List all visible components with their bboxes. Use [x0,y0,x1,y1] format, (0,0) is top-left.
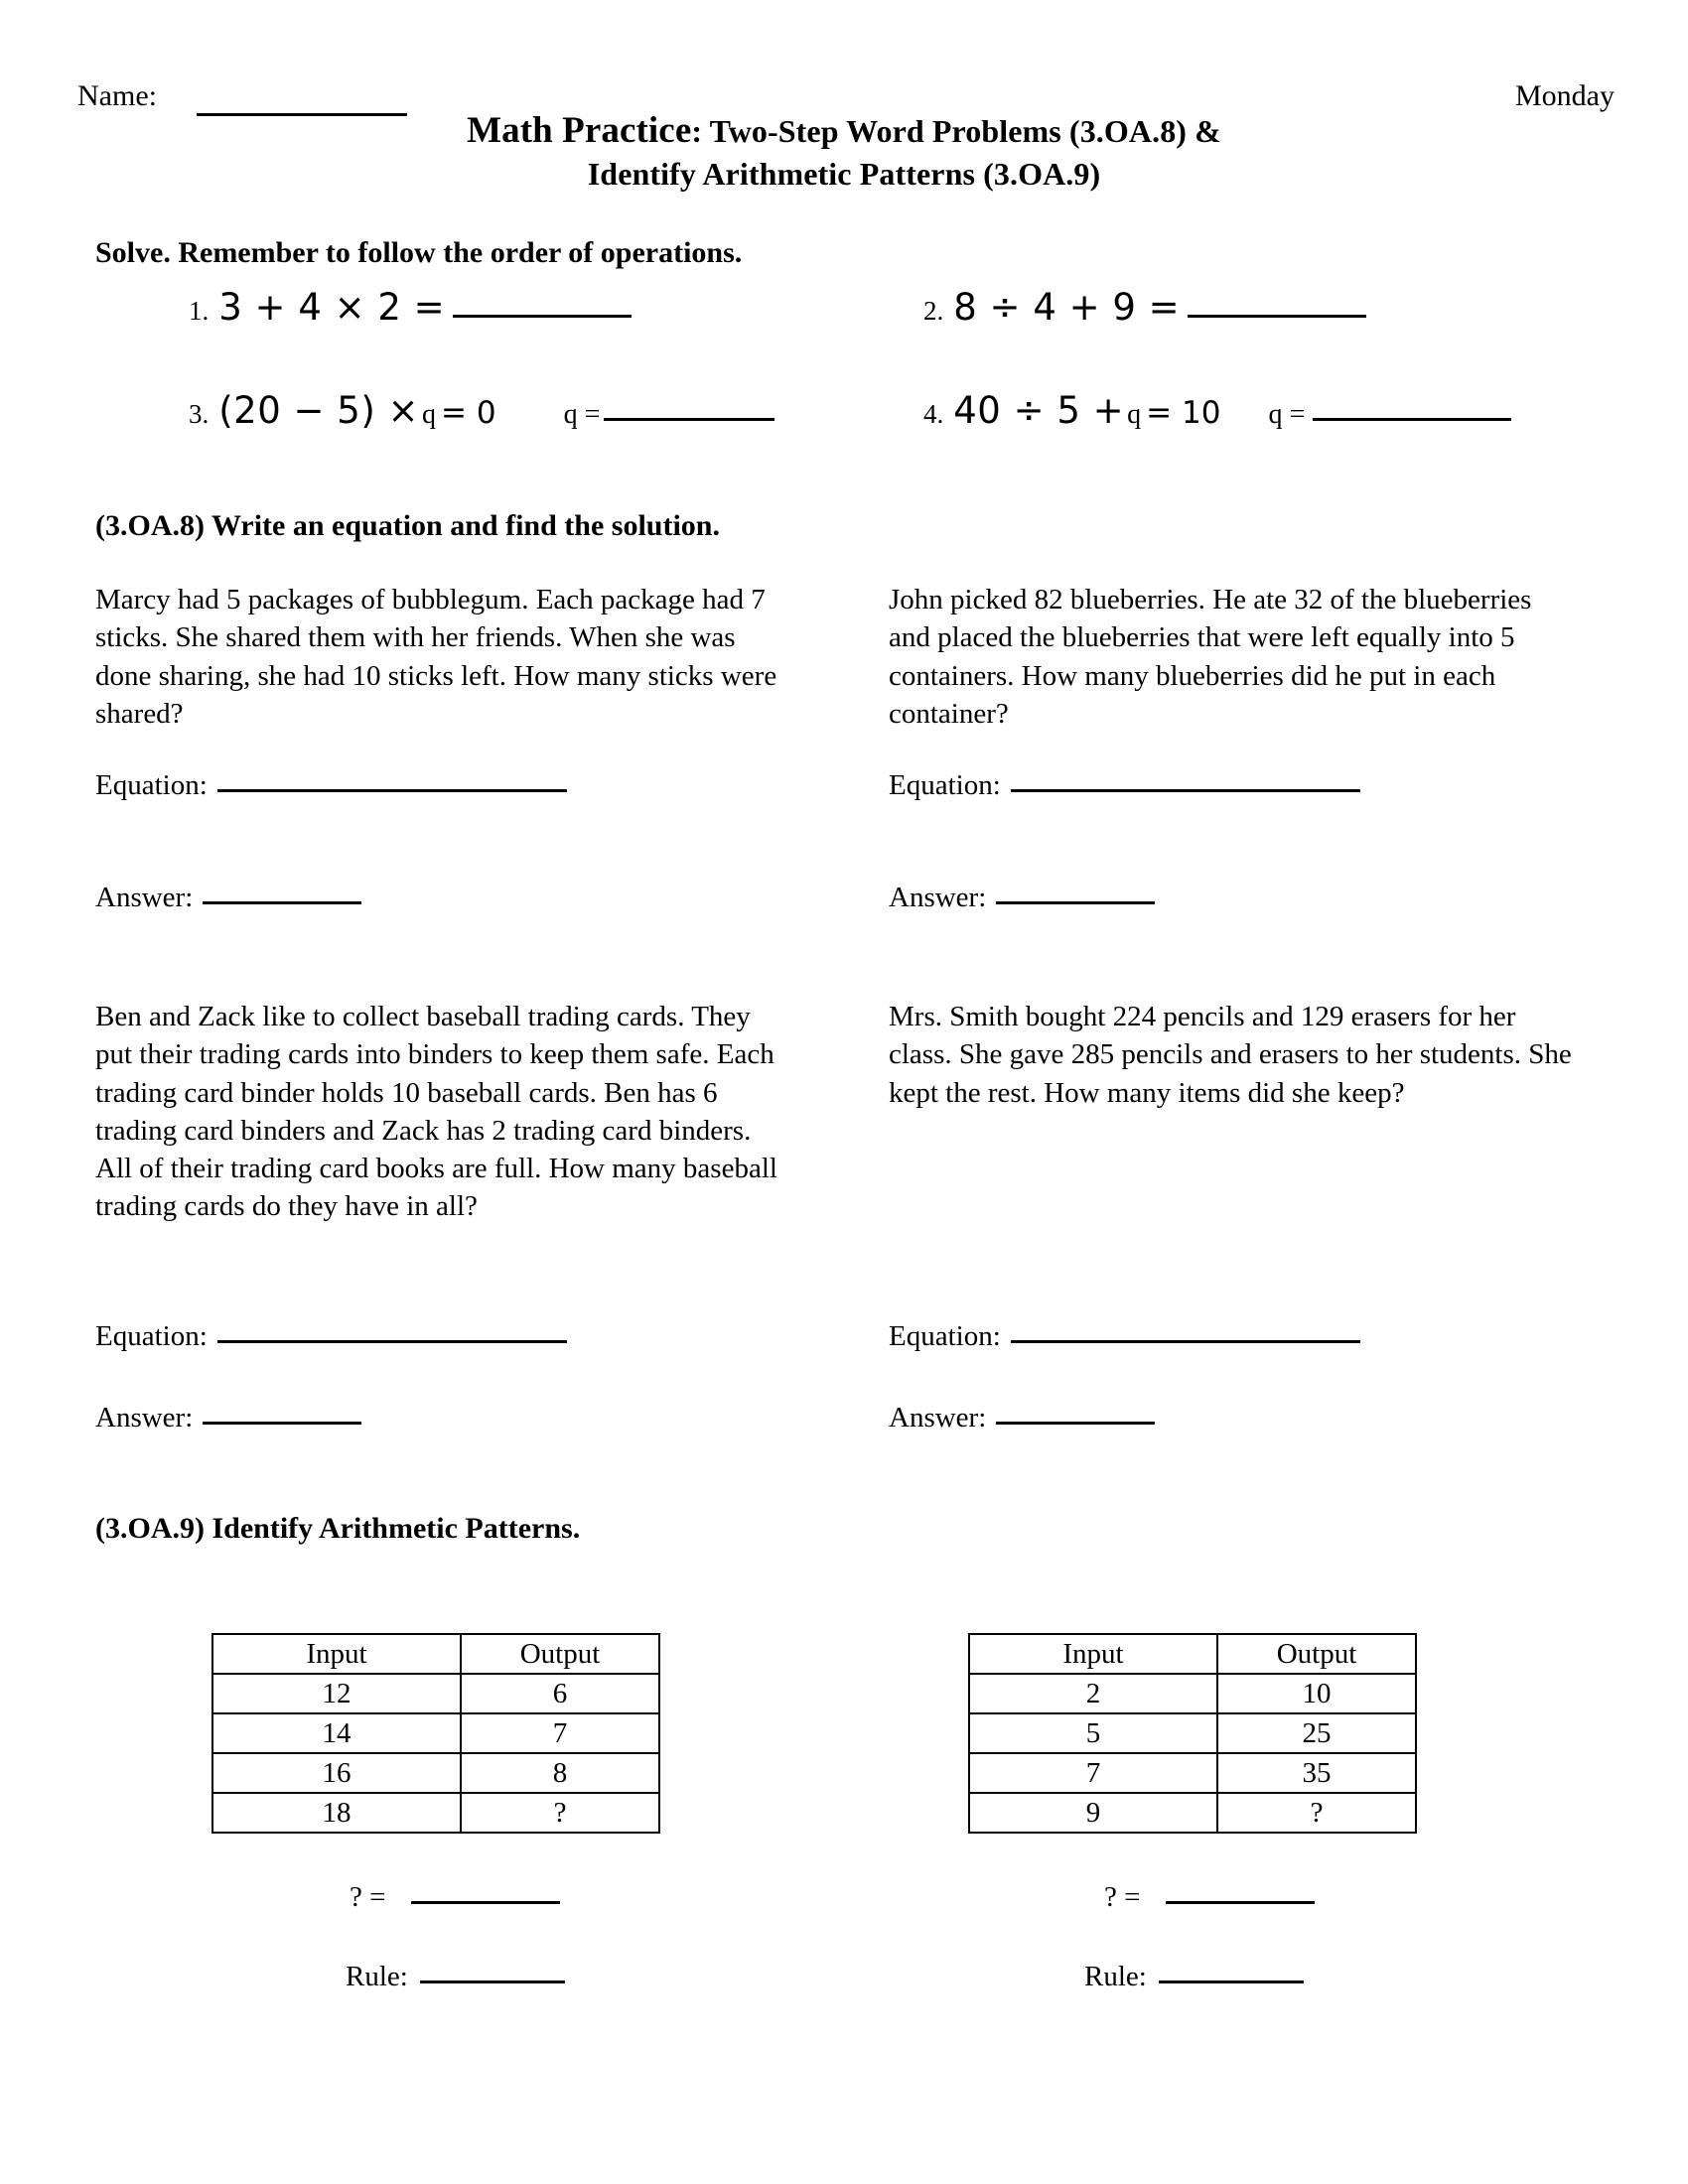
cell-output: 6 [461,1674,659,1713]
answer-label: Answer: [889,1402,987,1433]
variable-answer-label: q = [563,399,601,430]
cell-input: 14 [212,1713,461,1753]
column-header-input: Input [212,1634,461,1674]
table-row [212,1674,659,1713]
equation-label: Equation: [95,769,208,801]
cell-input: 7 [969,1753,1217,1793]
column-header-output: Output [1217,1634,1416,1674]
pattern-right-unknown-field [1104,1881,1315,1914]
cell-input: 12 [212,1674,461,1713]
worksheet-header [0,40,1688,112]
table-row [969,1793,1416,1833]
cell-input: 16 [212,1753,461,1793]
rule-label: Rule: [346,1961,408,1992]
practice-problem-3 [189,389,774,432]
word-problem-2-text: John picked 82 blueberries. He ate 32 of the blueberries and placed the blueberries that were left equally into 5 containers. How many blueberries did he put in each container? [889,584,1532,730]
table-header-row [212,1634,659,1674]
problem-expression-post: = 0 [441,395,496,431]
unknown-blank[interactable] [1166,1901,1315,1904]
equation-label: Equation: [95,1320,208,1352]
variable-answer-blank[interactable] [604,418,774,421]
cell-output: 10 [1217,1674,1416,1713]
oa8-section-heading: (3.OA.8) Write an equation and find the solution. [95,509,720,542]
answer-label: Answer: [95,882,194,913]
problem-answer-blank[interactable] [453,315,632,318]
variable-answer-blank[interactable] [1313,418,1511,421]
word-problem-3-answer-field [95,1402,361,1434]
title-line-1 [0,107,1688,154]
word-problem-1-answer-field [95,882,361,914]
unknown-blank[interactable] [411,1901,560,1904]
table-header-row [969,1634,1416,1674]
cell-input: 2 [969,1674,1217,1713]
weekday-label: Monday [1515,79,1615,112]
equation-label: Equation: [889,1320,1001,1352]
rule-blank[interactable] [420,1980,565,1983]
problem-variable: q [1127,399,1142,430]
pattern-left-rule-field [346,1961,565,1993]
cell-input: 5 [969,1713,1217,1753]
word-problem-2-answer-field [889,882,1155,914]
equation-label: Equation: [889,769,1001,801]
word-problem-1-equation-field [95,769,567,802]
problem-answer-blank[interactable] [1188,315,1366,318]
problem-expression: 3 + 4 × 2 = [218,286,446,329]
word-problem-2-equation-field [889,769,1360,802]
problem-variable: q [422,399,437,430]
page-title [0,107,1688,195]
problem-expression: 8 ÷ 4 + 9 = [953,286,1181,329]
problem-number: 1. [189,296,210,326]
cell-input: 9 [969,1793,1217,1833]
word-problem-4-text: Mrs. Smith bought 224 pencils and 129 erasers for her class. She gave 285 pencils and erasers to her students. She kept the rest. How many items did she keep? [889,1001,1572,1109]
solve-section-heading: Solve. Remember to follow the order of operations. [95,236,743,269]
cell-output-unknown: ? [1217,1793,1416,1833]
unknown-label: ? = [1104,1881,1141,1913]
cell-output: 7 [461,1713,659,1753]
pattern-right-rule-field [1084,1961,1304,1993]
equation-blank[interactable] [1011,789,1360,792]
pattern-left-unknown-field [350,1881,560,1914]
word-problem-3-equation-field [95,1320,567,1353]
rule-blank[interactable] [1159,1980,1304,1983]
pattern-table-left [211,1633,660,1834]
practice-problem-2 [923,286,1366,329]
table-row [969,1674,1416,1713]
cell-output: 8 [461,1753,659,1793]
name-label: Name: [77,79,157,112]
column-header-input: Input [969,1634,1217,1674]
problem-number: 4. [923,399,944,429]
title-standard-8: : Two-Step Word Problems (3.OA.8) & [691,113,1221,149]
cell-output: 35 [1217,1753,1416,1793]
equation-blank[interactable] [217,789,567,792]
table-row [212,1713,659,1753]
problem-expression-pre: 40 ÷ 5 + [953,389,1125,432]
answer-blank[interactable] [996,1422,1155,1425]
practice-problem-4 [923,389,1511,432]
title-subject: Math Practice [467,110,692,151]
rule-label: Rule: [1084,1961,1147,1992]
pattern-table-right [968,1633,1417,1834]
table-row [969,1753,1416,1793]
equation-blank[interactable] [1011,1340,1360,1343]
title-line-2: Identify Arithmetic Patterns (3.OA.9) [587,156,1101,193]
answer-label: Answer: [889,882,987,913]
problem-expression-pre: (20 − 5) × [218,389,420,432]
cell-input: 18 [212,1793,461,1833]
problem-expression-post: = 10 [1146,395,1221,431]
cell-output: 25 [1217,1713,1416,1753]
problem-number: 3. [189,399,210,429]
word-problem-1-text: Marcy had 5 packages of bubblegum. Each package had 7 sticks. She shared them with her friends. When she was done sharing, she had 10 sticks left. How many sticks were shared? [95,584,777,730]
table-row [969,1713,1416,1753]
equation-blank[interactable] [217,1340,567,1343]
answer-blank[interactable] [996,901,1155,904]
answer-label: Answer: [95,1402,194,1433]
oa9-section-heading: (3.OA.9) Identify Arithmetic Patterns. [95,1512,581,1545]
problem-number: 2. [923,296,944,326]
variable-answer-label: q = [1268,399,1306,430]
unknown-label: ? = [350,1881,386,1913]
table-row [212,1793,659,1833]
column-header-output: Output [461,1634,659,1674]
word-problem-3-text: Ben and Zack like to collect baseball trading cards. They put their trading cards into binders to keep them safe. Each trading card binder holds 10 baseball cards. Ben has 6 trading card binders and Zack has 2 trading card binders. All of their trading card books are full. How many baseball trading cards do they have in all? [95,1001,777,1223]
word-problem-4-answer-field [889,1402,1155,1434]
table-row [212,1753,659,1793]
cell-output-unknown: ? [461,1793,659,1833]
answer-blank[interactable] [203,901,361,904]
answer-blank[interactable] [203,1422,361,1425]
practice-problem-1 [189,286,632,329]
word-problem-4-equation-field [889,1320,1360,1353]
